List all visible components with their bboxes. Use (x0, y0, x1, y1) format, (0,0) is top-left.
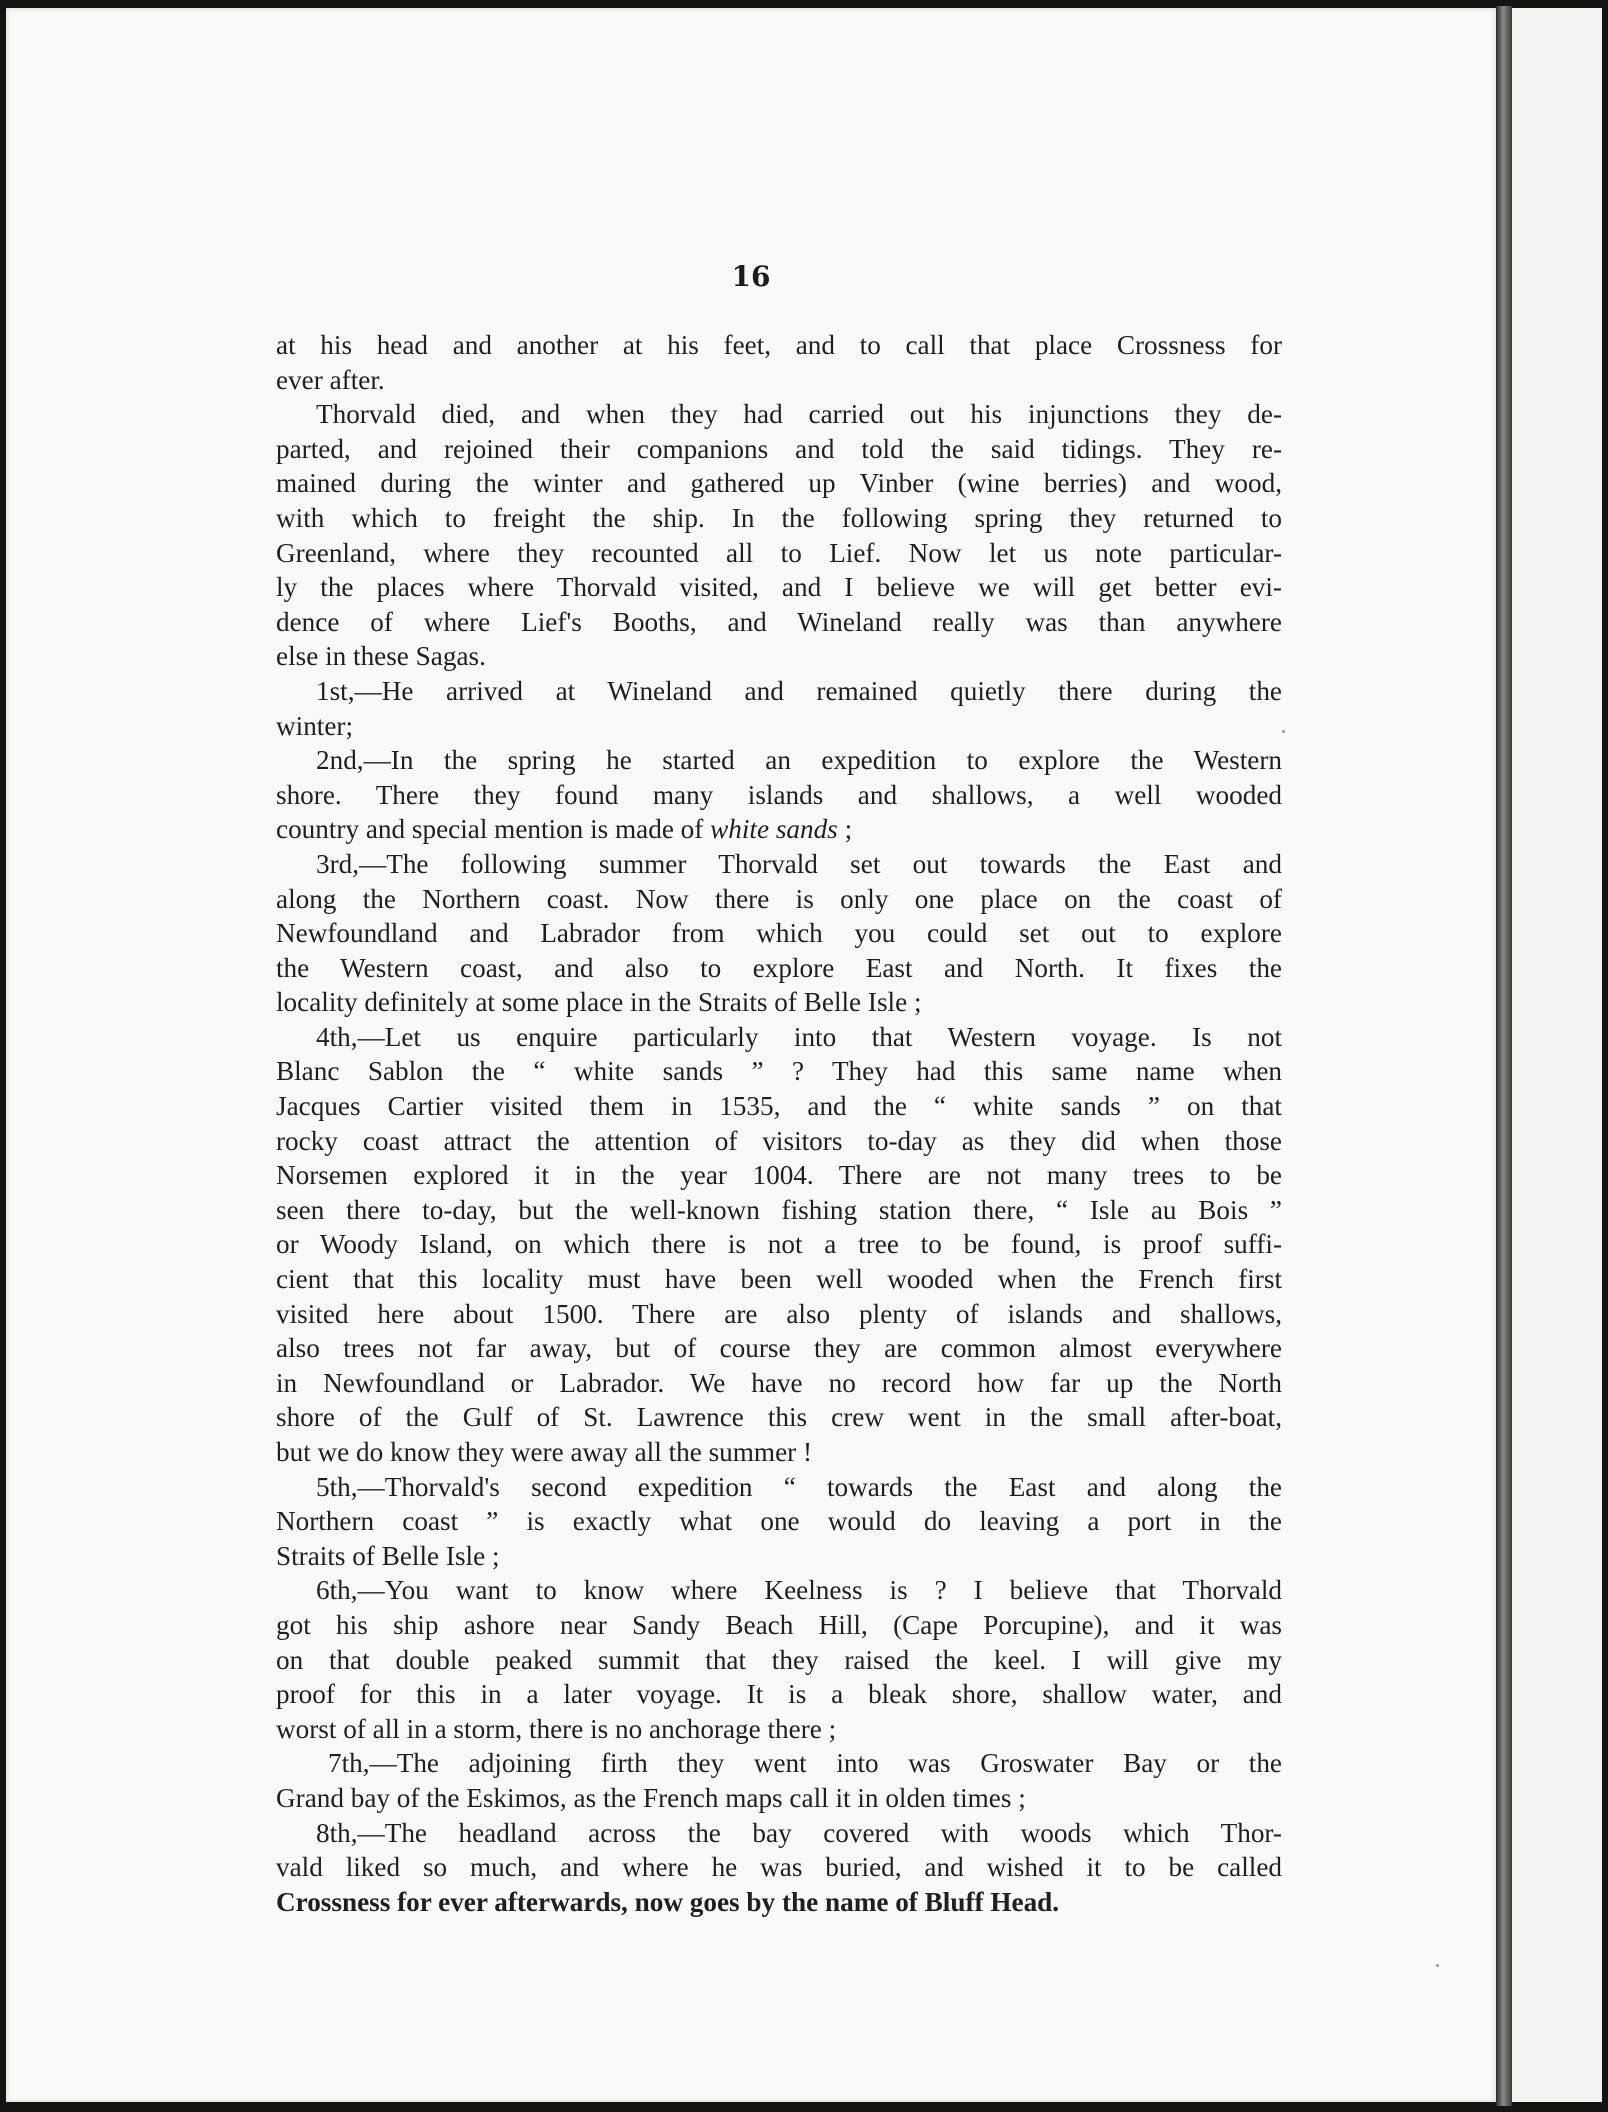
text-line: Norsemen explored it in the year 1004. There are not many trees to be (276, 1160, 1282, 1191)
text-line: mained during the winter and gathered up Vinber (wine berries) and wood, (276, 468, 1282, 499)
text-line: on that double peaked summit that they raised the keel. I will give my (276, 1644, 1282, 1675)
page-number: 16 (731, 260, 771, 293)
adjacent-page-edge (1512, 8, 1602, 2102)
text-line: Jacques Cartier visited them in 1535, and the “ white sands ” on that (276, 1091, 1282, 1122)
text-line: 1st,—He arrived at Wineland and remained quietly there during the (316, 675, 1282, 706)
text-line: Blanc Sablon the “ white sands ” ? They had this same name when (276, 1056, 1282, 1087)
text-line: with which to freight the ship. In the following spring they returned to (276, 502, 1282, 533)
text-line (276, 812, 1282, 847)
text-line: in Newfoundland or Labrador. We have no record how far up the North (276, 1367, 1282, 1398)
text-line: shore of the Gulf of St. Lawrence this crew went in the small after-boat, (276, 1402, 1282, 1433)
body-text (276, 328, 1282, 1919)
text-line: dence of where Lief's Booths, and Wineland really was than anywhere (276, 606, 1282, 637)
text-line: or Woody Island, on which there is not a tree to be found, is proof suffi- (276, 1229, 1282, 1260)
text-line: 7th,—The adjoining firth they went into was Groswater Bay or the (328, 1748, 1282, 1779)
text-line: 5th,—Thorvald's second expedition “ towards the East and along the (316, 1471, 1282, 1502)
text-line: proof for this in a later voyage. It is a bleak shore, shallow water, and (276, 1679, 1282, 1710)
scan-speck (1436, 1964, 1439, 1967)
italic-phrase: white sands (710, 814, 838, 845)
text-line: ly the places where Thorvald visited, and I believe we will get better evi- (276, 572, 1282, 603)
text-line: the Western coast, and also to explore East and North. It fixes the (276, 952, 1282, 983)
text-line: vald liked so much, and where he was buried, and wished it to be called (276, 1852, 1282, 1883)
text-line: Newfoundland and Labrador from which you could set out to explore (276, 918, 1282, 949)
text-line: Greenland, where they recounted all to Lief. Now let us note particular- (276, 537, 1282, 568)
text-line: locality definitely at some place in the Straits of Belle Isle ; (276, 987, 922, 1018)
text-line: Straits of Belle Isle ; (276, 1540, 500, 1571)
text-line: got his ship ashore near Sandy Beach Hill, (Cape Porcupine), and it was (276, 1609, 1282, 1640)
text-line: Thorvald died, and when they had carried out his injunctions they de- (316, 399, 1282, 430)
book-page (6, 8, 1496, 2102)
text-line: else in these Sagas. (276, 641, 486, 672)
scan-speck (1282, 730, 1285, 733)
text-line: Northern coast ” is exactly what one would do leaving a port in the (276, 1506, 1282, 1537)
book-gutter (1496, 6, 1512, 2106)
text-line: visited here about 1500. There are also plenty of islands and shallows, (276, 1298, 1282, 1329)
text-line: but we do know they were away all the summer ! (276, 1437, 813, 1467)
text-line: cient that this locality must have been well wooded when the French first (276, 1264, 1282, 1295)
text-line: ever after. (276, 364, 385, 395)
text-segment: ; (837, 814, 853, 845)
text-line: 4th,—Let us enquire particularly into that Western voyage. Is not (316, 1021, 1282, 1052)
text-line: also trees not far away, but of course they are common almost everywhere (276, 1333, 1282, 1364)
text-line: worst of all in a storm, there is no anchorage there ; (276, 1713, 837, 1744)
text-line: 6th,—You want to know where Keelness is ? I believe that Thorvald (316, 1575, 1282, 1606)
text-line: seen there to-day, but the well-known fishing station there, “ Isle au Bois ” (276, 1194, 1282, 1225)
text-line: Crossness for ever afterwards, now goes by the name of Bluff Head. (276, 1886, 1060, 1917)
text-segment: country and special mention is made of (276, 814, 711, 845)
text-line: parted, and rejoined their companions and told the said tidings. They re- (276, 433, 1282, 464)
text-line: along the Northern coast. Now there is only one place on the coast of (276, 883, 1282, 914)
text-line: shore. There they found many islands and shallows, a well wooded (276, 779, 1282, 810)
text-line: 2nd,—In the spring he started an expedition to explore the Western (316, 745, 1282, 776)
text-line: rocky coast attract the attention of visitors to-day as they did when those (276, 1125, 1282, 1156)
text-line: winter; (276, 710, 354, 741)
text-line: at his head and another at his feet, and to call that place Crossness for (276, 330, 1282, 360)
text-line: 8th,—The headland across the bay covered with woods which Thor- (316, 1817, 1282, 1848)
text-line: 3rd,—The following summer Thorvald set out towards the East and (316, 848, 1282, 879)
text-line: Grand bay of the Eskimos, as the French maps call it in olden times ; (276, 1782, 1026, 1813)
